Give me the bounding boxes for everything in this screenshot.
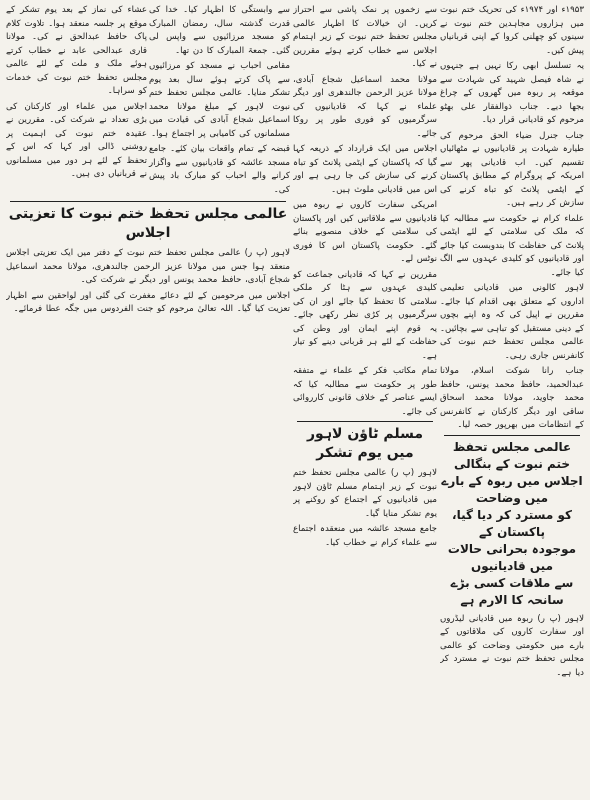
article-paragraph: لاہور (پ ر) ربوہ میں قادیانی لیڈروں اور سفارت کاروں کی ملاقاتوں کے بارے میں حکومتی وضاحت کو عالمی مجلس تحفظ ختم نبوت نے مسترد کر دیا ہے۔ xyxy=(440,613,584,678)
headline-box xyxy=(6,205,290,243)
article-paragraph: علماء کرام نے حکومت سے مطالبہ کیا کہ ملک کی سلامتی کے لئے ایٹمی پلانٹ کی حفاظت کا بندوبست کیا جائے اور قادیانیوں کو کلیدی عہدوں سے الگ کیا جائے۔ xyxy=(440,213,584,278)
headline-line: عالمی مجلس تحفظ ختم نبوت کے بنگالی xyxy=(452,439,572,471)
headline-line: کو مسترد کر دیا گیا، پاکستان کے xyxy=(452,507,572,539)
article-paragraph: سے زخموں پر نمک پاشی سے احتراز کریں۔ ان خیالات کا اظہار عالمی مجلس تحفظ ختم نبوت کے زیر اہتمام اجلاس سے خطاب کرتے ہوئے مقررین نے کیا۔ xyxy=(293,5,437,69)
article-paragraph: اجلاس میں مرحومین کے لئے دعائے مغفرت کی گئی اور لواحقین سے اظہار تعزیت کیا گیا۔ اللہ تعالیٰ مرحوم کو جنت الفردوس میں جگہ عطا فرمائے۔ xyxy=(6,290,290,314)
divider xyxy=(444,435,580,436)
column-left-wide xyxy=(6,4,290,796)
article-paragraph: مقامی احباب نے مسجد کو مرزائیوں سے پاک کرتے ہوئے سال بعد یوم تشکر منایا۔ عالمی مجلس تحفظ ختم نبوت لاہور کے مبلغ مولانا محمد اسماعیل شجاع آبادی کی قیادت میں مسلمانوں کی کامیابی پر اجتماع ہوا۔ xyxy=(149,61,290,139)
headline-line: عالمی مجلس تحفظ ختم نبوت کا تعزیتی اجلاس xyxy=(8,206,288,241)
headline-box xyxy=(440,439,584,609)
column-middle-right xyxy=(293,4,437,796)
article-paragraph: جامع مسجد عائشہ میں منعقدہ اجتماع سے علماء کرام نے خطاب کیا۔ xyxy=(293,524,437,548)
headline-line: موجودہ بحرانی حالات میں قادیانیوں xyxy=(447,541,577,573)
article-paragraph: عشاء کی نماز کے بعد یوم تشکر کے موقع پر جلسہ منعقد ہوا۔ تلاوت کلام پاک حافظ عبدالحق نے کی۔ مولانا قاری عبدالحی عابد نے خطاب کرتے ہوئے ملک و ملت کے لئے عالمی مجلس تحفظ ختم نبوت کی خدمات کو سراہا۔ xyxy=(6,5,147,96)
article-paragraph: امریکی سفارت کاروں نے ربوہ میں قادیانیوں سے ملاقاتیں کیں اور پاکستان کی سلامتی کے خلاف منصوبے بنائے گئے۔ حکومت پاکستان اس کا فوری نوٹس لے۔ xyxy=(293,200,437,264)
article-paragraph: سے وابستگی کا اظہار کیا۔ خدا کی قدرت گذشتہ سال، رمضان المبارک کو مسجد مرزائیوں سے واپس لی گئی۔ جمعۃ المبارک کا دن تھا۔ xyxy=(149,5,290,56)
article-paragraph: ۱۹۵۳ء اور ۱۹۷۴ء کی تحریک ختم نبوت میں ہزاروں مجاہدین ختم نبوت نے سینوں کو چھلنی کروا کے اپنی قربانیاں پیش کیں۔ xyxy=(440,5,584,56)
column-left-inner xyxy=(6,4,290,199)
article-paragraph: لاہور (پ ر) عالمی مجلس تحفظ ختم نبوت کے زیر اہتمام مسلم ٹاؤن لاہور میں قادیانیوں کے اجتماع کو روکنے پر یوم تشکر منایا گیا۔ xyxy=(293,468,437,519)
headline-line: مسلم ٹاؤن لاہور میں یوم تشکر xyxy=(307,426,423,461)
article-paragraph: اجلاس میں ایک قرارداد کے ذریعہ کہا گیا کہ پاکستان کے ایٹمی پلانٹ کو تباہ کرنے کی سازش کی جا رہی ہے اور اس میں قادیانی ملوث ہیں۔ xyxy=(293,144,437,195)
article-paragraph: یہ تسلسل ابھی رکا نہیں ہے جنہوں نے شاہ فیصل شہید کی شہادت سے موقعہ پر ربوہ میں گھروں کے چراغ بجھا دیے۔ جناب ذوالفقار علی بھٹو مرحوم کو قادیانی قرار دیا۔ xyxy=(440,61,584,125)
article-paragraph: مولانا محمد اسماعیل شجاع آبادی، مولانا عزیز الرحمن جالندھری اور دیگر علماء نے کہا کہ قادیانیوں کی سرگرمیوں کو فوری طور پر روکا جائے۔ xyxy=(293,74,437,139)
article-paragraph: لاہور (پ ر) عالمی مجلس تحفظ ختم نبوت کے دفتر میں ایک تعزیتی اجلاس منعقد ہوا جس میں مولانا عزیز الرحمن جالندھری، مولانا محمد اسماعیل شجاع آبادی، حافظ محمد یونس اور دیگر نے شرکت کی۔ xyxy=(6,248,290,285)
headline-line: سے ملاقات کسی بڑے سانحہ کا الارم ہے xyxy=(450,575,574,607)
headline-box xyxy=(293,425,437,463)
divider xyxy=(297,421,433,422)
subcolumn-a xyxy=(149,4,290,199)
article-paragraph: لاہور کالونی میں قادیانی تعلیمی اداروں کے متعلق بھی اقدام کیا جائے۔ مقررین نے اپیل کی کہ وہ اپنے بچوں کے دینی مستقبل کو تباہی سے بچائیں۔ عالمی مجلس تحفظ ختم نبوت کی کانفرنس جاری رہی۔ xyxy=(440,283,584,361)
column-right xyxy=(440,4,584,796)
divider xyxy=(10,201,286,202)
article-paragraph: تمام مکاتب فکر کے علماء نے متفقہ طور پر حکومت سے مطالبہ کیا کہ ایسے عناصر کے خلاف قانونی کارروائی کی جائے۔ xyxy=(293,366,437,417)
article-paragraph: جناب رانا شوکت اسلام، مولانا عبدالحمید، حافظ محمد یونس، حافظ محمد جاوید، مولانا محمد اسحاق ساقی اور دیگر کارکنان نے کانفرنس کے انتظامات میں بھرپور حصہ لیا۔ xyxy=(440,366,584,430)
article-paragraph: قبضہ کے تمام واقعات بیان کئے۔ جامع مسجد عائشہ کو قادیانیوں سے واگزار کرانے والے احباب کو مبارک باد پیش کی۔ xyxy=(149,144,290,195)
subcolumn-b xyxy=(6,4,147,199)
article-paragraph: مقررین نے کہا کہ قادیانی جماعت کو کلیدی عہدوں سے ہٹا کر ملکی سلامتی کا تحفظ کیا جائے اور ان کی سرگرمیوں پر کڑی نظر رکھی جائے۔ یہ قوم اپنے ایمان اور وطن کی حفاظت کے لئے ہر قربانی دینے کو تیار ہے۔ xyxy=(293,269,437,361)
article-paragraph: جناب جنرل ضیاء الحق مرحوم کی طیارہ شہادت پر قادیانیوں نے مٹھائیاں تقسیم کیں۔ اب قادیانی پھر سے امریکہ کے پروگرام کے مطابق پاکستان کے ایٹمی پلانٹ کو تباہ کرنے کی سازش کر رہے ہیں۔ xyxy=(440,130,584,208)
columns-container xyxy=(6,4,584,796)
article-paragraph: اجلاس میں علماء اور کارکنان کی بڑی تعداد نے شرکت کی۔ مقررین نے عقیدہ ختم نبوت کی اہمیت پر روشنی ڈالی اور کہا کہ اس کے تحفظ کے لئے ہر دور میں مسلمانوں نے قربانیاں دی ہیں۔ xyxy=(6,101,147,179)
headline-line: اجلاس میں ربوہ کے بارے میں وضاحت xyxy=(441,473,583,505)
